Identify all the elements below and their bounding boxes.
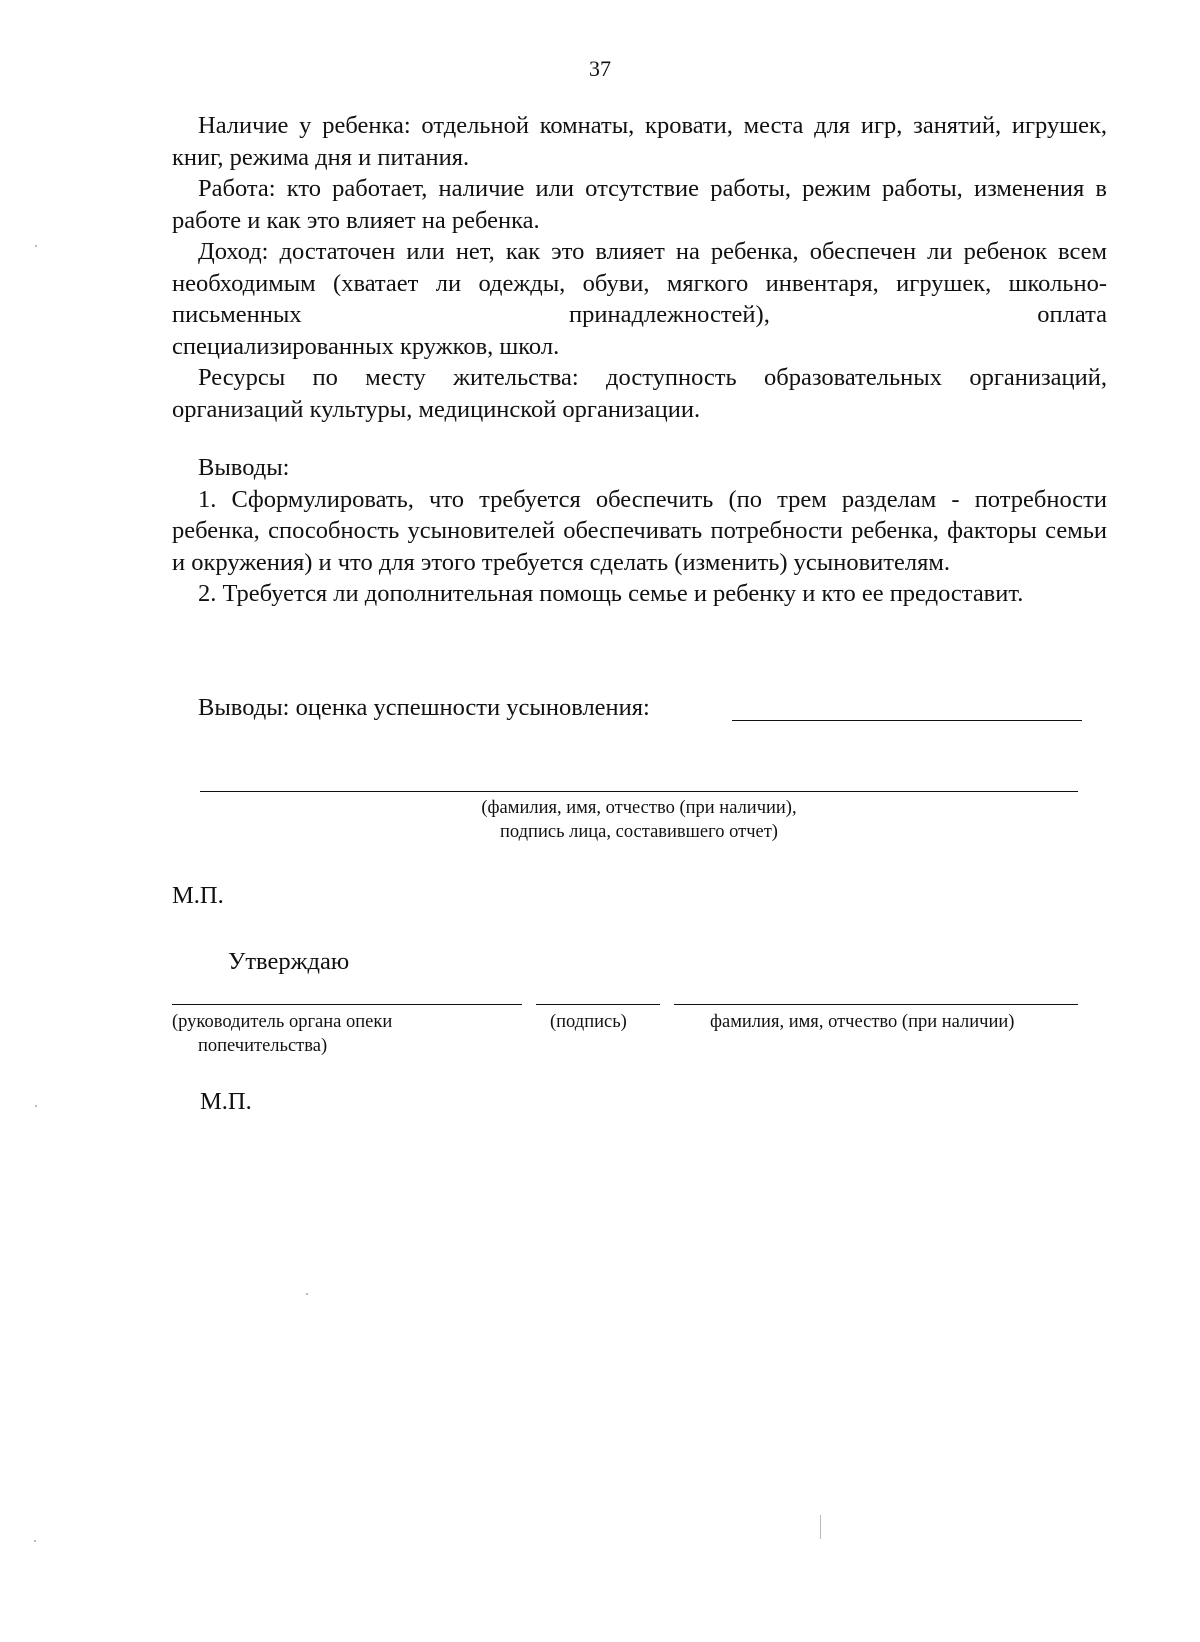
reporter-signature-line <box>200 791 1078 792</box>
reporter-caption-line-2: подпись лица, составившего отчет) <box>500 822 778 842</box>
assessment-label: Выводы: оценка успешности усыновления: <box>198 694 650 721</box>
conclusions-item-2: 2. Требуется ли дополнительная помощь семье и ребенку и кто ее предоставит. <box>198 580 1024 607</box>
paragraph-income-continuation: специализированных кружков, школ. <box>172 332 560 360</box>
scan-speck <box>306 1293 308 1295</box>
scan-speck <box>820 1515 821 1539</box>
head-caption <box>172 1010 392 1058</box>
paragraph-residence-resources: Ресурсы по месту жительства: доступность образовательных организаций, организаций культуры, медицинской организации. <box>172 364 1107 423</box>
scan-speck <box>34 1540 36 1542</box>
scan-speck <box>35 1105 37 1107</box>
paragraph-work: Работа: кто работает, наличие или отсутствие работы, режим работы, изменения в работе и как это влияет на ребенка. <box>172 175 1107 234</box>
head-caption-line-1: (руководитель органа опеки <box>172 1012 393 1032</box>
conclusions-heading: Выводы: <box>198 454 290 481</box>
scan-speck <box>35 245 37 247</box>
reporter-caption <box>200 796 1078 844</box>
name-caption: фамилия, имя, отчество (при наличии) <box>710 1012 1015 1032</box>
body-text <box>172 110 1107 425</box>
approval-name-line <box>674 1004 1078 1005</box>
stamp-placeholder-1: М.П. <box>172 882 224 909</box>
paragraph-income: Доход: достаточен или нет, как это влияет на ребенка, обеспечен ли ребенок всем необходимым (хватает ли одежды, обуви, мягкого инвентаря, игрушек, школьно-письменных принадлежностей), оплата <box>172 238 1107 328</box>
signature-caption: (подпись) <box>550 1012 627 1032</box>
approval-signature-line <box>536 1004 660 1005</box>
assessment-fill-line <box>732 720 1082 721</box>
paragraph-child-conditions: Наличие у ребенка: отдельной комнаты, кровати, места для игр, занятий, игрушек, книг, режима дня и питания. <box>172 112 1107 171</box>
page-number: 37 <box>589 56 611 81</box>
stamp-placeholder-2: М.П. <box>200 1088 252 1115</box>
conclusions-item-1: 1. Сформулировать, что требуется обеспечить (по трем разделам - потребности ребенка, способность усыновителей обеспечивать потребности ребенка, факторы семьи и окружения) и что для этого требуется сделать (изменить) усыновителям. <box>172 485 1107 576</box>
reporter-caption-line-1: (фамилия, имя, отчество (при наличии), <box>481 798 797 818</box>
head-caption-line-2: попечительства) <box>198 1036 328 1056</box>
conclusions-section <box>172 452 1107 610</box>
approval-label: Утверждаю <box>228 948 350 975</box>
head-of-guardianship-line <box>172 1004 522 1005</box>
